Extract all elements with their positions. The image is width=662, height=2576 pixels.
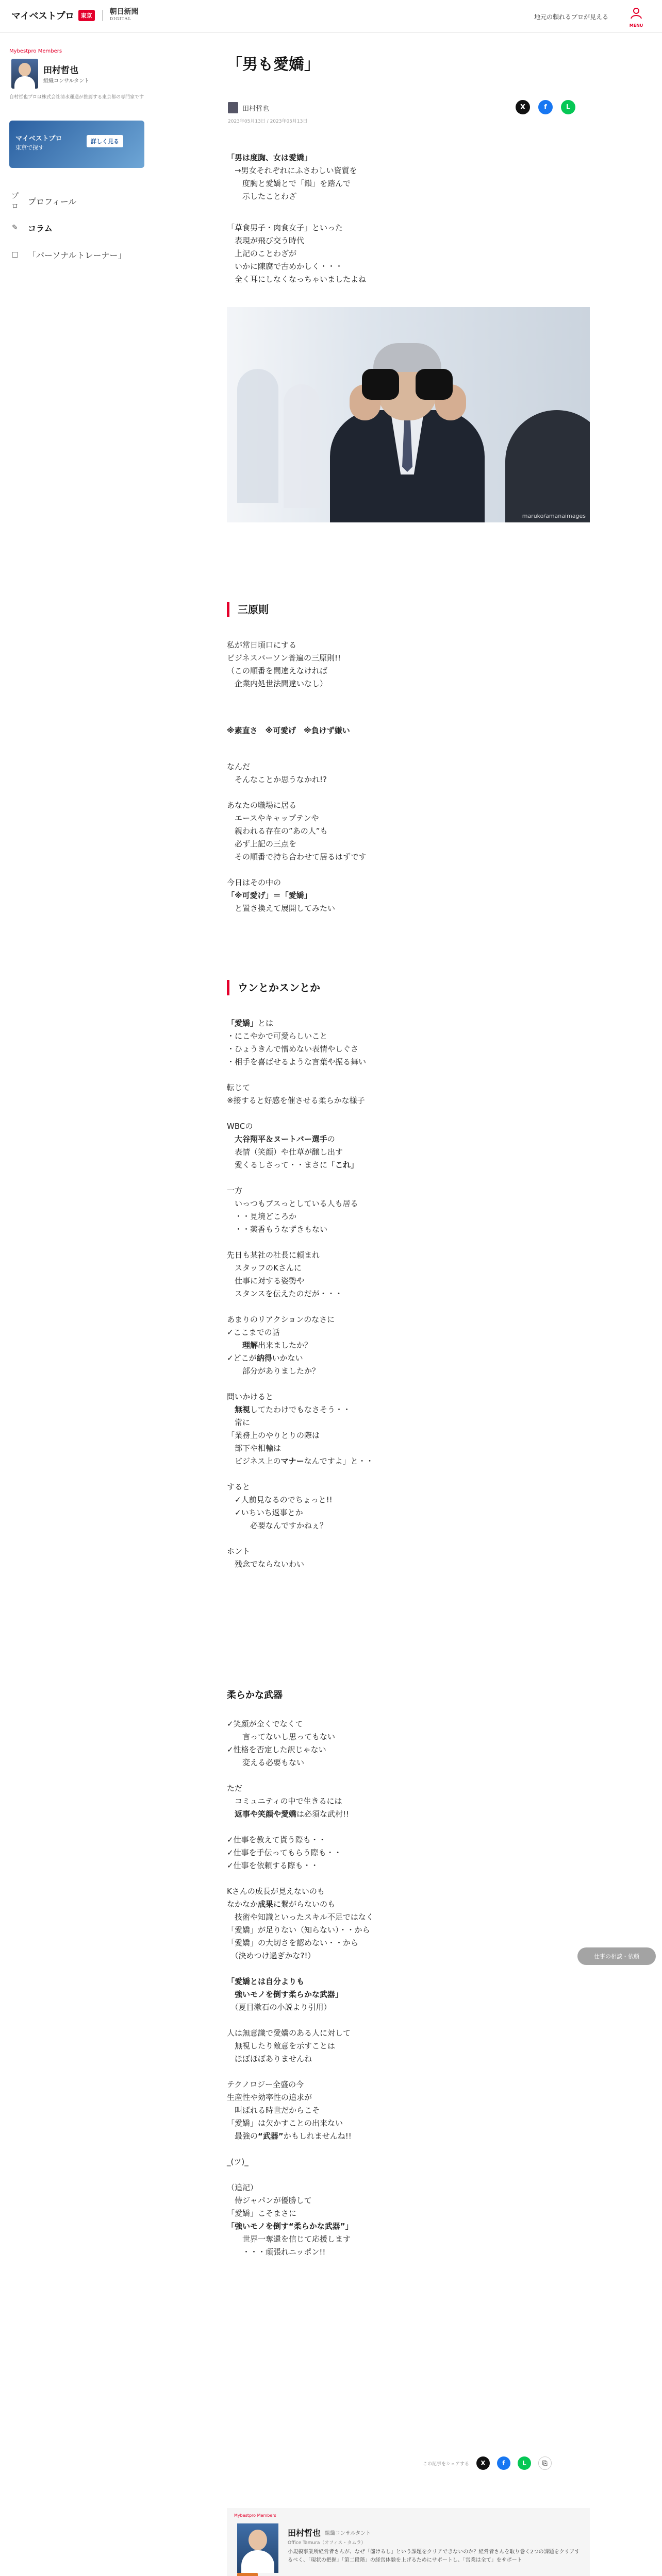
- profile-kicker: Mybestpro Members: [234, 2513, 276, 2518]
- intro-text: 「男は度胸、女は愛嬌」 →男女それぞれにふさわしい資質を 度胸と愛嬌とで「韻」を踏んで 示したことわざ: [227, 153, 357, 201]
- page-title: 「男も愛嬌」: [227, 56, 320, 74]
- line-share-icon[interactable]: L: [561, 100, 575, 114]
- intro-text-2: 「草食男子・肉食女子」といった 表現が飛び交う時代 上記のことわざが いかに陳腐で古めかしく・・・ 全く耳にしなくなっちゃいましたよね: [227, 223, 367, 284]
- region-badge: 東京: [78, 10, 95, 21]
- hero-image: [227, 307, 590, 522]
- sidebar-item-label: プロフィール: [28, 196, 77, 207]
- section-2-text: 「愛嬌」とは ・にこやかで可愛らしいこと ・ひょうきんで憎めない表情やしぐさ ・相手を喜ばせるような言葉や振る舞い 転じて ※接すると好感を催させる柔らかな様子 WBCの 大谷翔平＆ヌートバー選手の 表情（笑顔）や仕草が醸し出す 愛くるしさって・・まさに「これ」 一方 いっつもブスっとしている人も居る ・・見境どころか ・・薬香もうなずきもない 先日も某社の社長に頼まれ スタッフのKさんに 仕事に対する姿勢や スタンスを伝えたのだが・・・ あまりのリアクションのなさに ✓ここまでの話 理解出来ましたか？ ✓どこが納得いかない 部分がありましたか？ 問いかけると 無視してたわけでもなさそう・・ 常に 「業務上のやりとりの際は 部下や相輸は ビジネス上のマナーなんですよ」と・・ すると ✓人前見なるのでちょっと!! ✓いちいち返事とか 必要なんですかねぇ？ ホント 残念でならないわい: [227, 1019, 374, 1569]
- sidebar-item-profile[interactable]: [9, 188, 148, 214]
- avatar[interactable]: [11, 59, 38, 89]
- partner-logo-text: 朝日新聞: [109, 8, 139, 16]
- article-dates: 2023年05月13日 / 2023年05月13日: [228, 119, 308, 124]
- menu-button[interactable]: [625, 6, 648, 29]
- site-logo[interactable]: [11, 8, 139, 23]
- sidebar-description: 自村哲也プロは株式会社清水運送が推薦する東京都の専門家です: [9, 95, 144, 100]
- section-heading-3: 柔らかな武器: [227, 1690, 283, 1701]
- top-header: [0, 0, 662, 33]
- share-buttons-bottom: [423, 2456, 552, 2470]
- facebook-share-icon[interactable]: f: [538, 100, 553, 114]
- section-1-text-2: なんだ そんなことか思うなかれ!? あなたの職場に居る エースやキャップテンや 親われる存在の”あの人”も 必ず上記の三点を その順番で持ち合わせて居るはずです 今日はその中の 「※可愛げ」＝「愛嬌」 と置き換えて展開してみたい: [227, 762, 367, 913]
- sidebar-name[interactable]: 田村哲也: [43, 65, 78, 76]
- facebook-share-icon[interactable]: f: [497, 2456, 510, 2470]
- menu-label: MENU: [629, 23, 643, 28]
- sidebar-item-label: コラム: [28, 223, 53, 233]
- section-1-text: 私が常日頃口にする ビジネスパーソン普遍の三原則!! （この順番を間違えなければ 企業内処世法間違いなし）: [227, 640, 341, 688]
- partner-logo: [110, 8, 139, 23]
- sidebar-item-trainer[interactable]: [9, 241, 148, 268]
- sidebar-item-label: 「パーソナルトレーナー」: [28, 250, 126, 260]
- badge-icon: [237, 2573, 258, 2576]
- banner-title: マイベストプロ: [15, 135, 62, 143]
- pen-icon: ✎: [12, 224, 18, 232]
- section-1-rules: ※素直さ ※可愛げ ※負けず嫌い: [227, 726, 350, 735]
- profile-photo[interactable]: [237, 2523, 278, 2573]
- author-profile-card: [227, 2508, 590, 2576]
- logo-text: マイベストプロ: [11, 11, 74, 22]
- profile-icon: プロ: [11, 192, 19, 211]
- partner-logo-sub: DIGITAL: [109, 16, 131, 21]
- header-link[interactable]: 地元の頼れるプロが見える: [534, 13, 609, 21]
- section-heading-1: 三原則: [227, 602, 590, 617]
- line-share-icon[interactable]: L: [518, 2456, 531, 2470]
- banner-subtitle: 東京で探す: [15, 144, 44, 151]
- sidebar-role: 組織コンサルタント: [43, 78, 90, 84]
- menu-icon: [630, 6, 643, 20]
- author-icon: [228, 102, 238, 113]
- sidebar-nav: [9, 188, 148, 268]
- share-label: この記事をシェアする: [423, 2461, 469, 2467]
- link-copy-icon[interactable]: ⎘: [538, 2456, 552, 2470]
- profile-role: 組織コンサルタント: [325, 2531, 371, 2536]
- profile-office: Office Tamura（オフィス・タムラ）: [288, 2540, 366, 2546]
- profile-name[interactable]: 田村哲也: [288, 2528, 321, 2538]
- sidebar-banner[interactable]: [9, 121, 144, 168]
- consult-request-button[interactable]: 仕事の相談・依頼: [577, 1947, 656, 1965]
- x-share-icon[interactable]: X: [476, 2456, 490, 2470]
- sidebar-item-column[interactable]: [9, 214, 148, 241]
- x-share-icon[interactable]: X: [516, 100, 530, 114]
- section-3-text: ✓笑顔が全くでなくて 言ってないし思ってもない ✓性格を否定した訳じゃない 変える必要もない ただ コミュニティの中で生きるには 返事や笑顔や愛嬌は必須な武村!! ✓仕事を教えて貰う際も・・ ✓仕事を手伝ってもらう際も・・ ✓仕事を依頼する際も・・ Kさんの成長が見えないのも なかなか成果に繋がらないのも 技術や知識といったスキル不足ではなく 「愛嬌」が足りない（知らない）・・から 「愛嬌」の大切さを認めない・・から （決めつけ過ぎかな?!） 「愛嬌とは自分よりも 強いモノを倒す柔らかな武器」 （夏目漱石の小説より引用） 人は無意識で愛嬌のある人に対して 無視したり敵意を示すことは ほぼほぼありませんね テクノロジー全盛の今 生産性や効率性の追求が 叫ばれる時世だからこそ 「愛嬌」は欠かすことの出来ない 最強の“武器”かもしれませんね!! _(ツ)_ （追記） 侍ジャパンが優勝して 「愛嬌」こそまさに 「強いモノを倒す“柔らかな武器”」 世界一奪還を信じて応援します ・・・頑張れニッポン!!: [227, 1719, 374, 2257]
- page-icon: □: [11, 250, 19, 259]
- banner-cta[interactable]: 詳しく見る: [87, 135, 123, 147]
- profile-description: 小規模事業所経営者さんが、なぜ「儲けるし」という課題をクリアできないのか？経営者さんを取り巻く2つの課題をクリアするべく、「現状の把握」「第二段階」の経営体験を上げるためにサポートし、「営業は全て」をサポート: [288, 2549, 580, 2563]
- image-credit: maruko/amanaimages: [522, 513, 586, 519]
- section-heading-2: ウンとかスンとか: [227, 980, 590, 995]
- sidebar-kicker: Mybestpro Members: [9, 48, 62, 54]
- author-name[interactable]: 田村哲也: [242, 105, 270, 113]
- share-buttons-top: [516, 100, 575, 114]
- logo-divider: [102, 10, 103, 21]
